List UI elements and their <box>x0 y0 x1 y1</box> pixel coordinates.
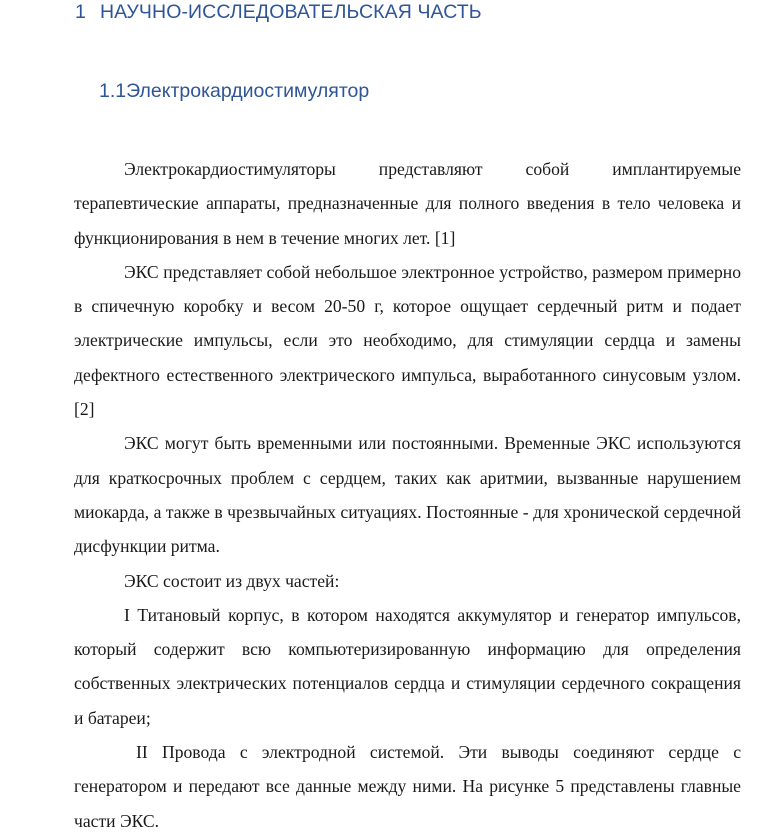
paragraph: ЭКС состоит из двух частей: <box>124 570 340 591</box>
paragraph: ЭКС представляет собой небольшое электронное устройство, размером примерно в спичечную коробку и весом 20-50 г, которое ощущает сердечный ритм и подает электрические импульсы, если это необходимо, для стимуляции сердца и замены дефектного естественного электрического импульса, выработанного синусовым узлом. [2] <box>74 261 741 420</box>
heading-level-2: 1.1Электрокардиостимулятор <box>99 80 370 102</box>
body-text <box>74 152 741 838</box>
heading-level-1 <box>75 1 482 24</box>
heading-number: 1 <box>75 1 86 23</box>
list-item-paragraph: II Провода с электродной системой. Эти выводы соединяют сердце с генератором и передают все данные между ними. На рисунке 5 представлены главные части ЭКС. <box>74 742 741 831</box>
paragraph: Электрокардиостимуляторы представляют собой имплантируемые терапевтические аппараты, предназначенные для полного введения в тело человека и функционирования в нем в течение многих лет. [1] <box>74 159 741 248</box>
list-item-paragraph: I Титановый корпус, в котором находятся аккумулятор и генератор импульсов, который содержит всю компьютеризированную информацию для определения собственных электрических потенциалов сердца и стимуляции сердечного сокращения и батареи; <box>74 604 741 728</box>
paragraph: ЭКС могут быть временными или постоянными. Временные ЭКС используются для краткосрочных проблем с сердцем, таких как аритмии, вызванные нарушением миокарда, а также в чрезвычайных ситуациях. Постоянные - для хронической сердечной дисфункции ритма. <box>74 433 741 557</box>
heading-text: НАУЧНО-ИССЛЕДОВАТЕЛЬСКАЯ ЧАСТЬ <box>100 1 482 23</box>
